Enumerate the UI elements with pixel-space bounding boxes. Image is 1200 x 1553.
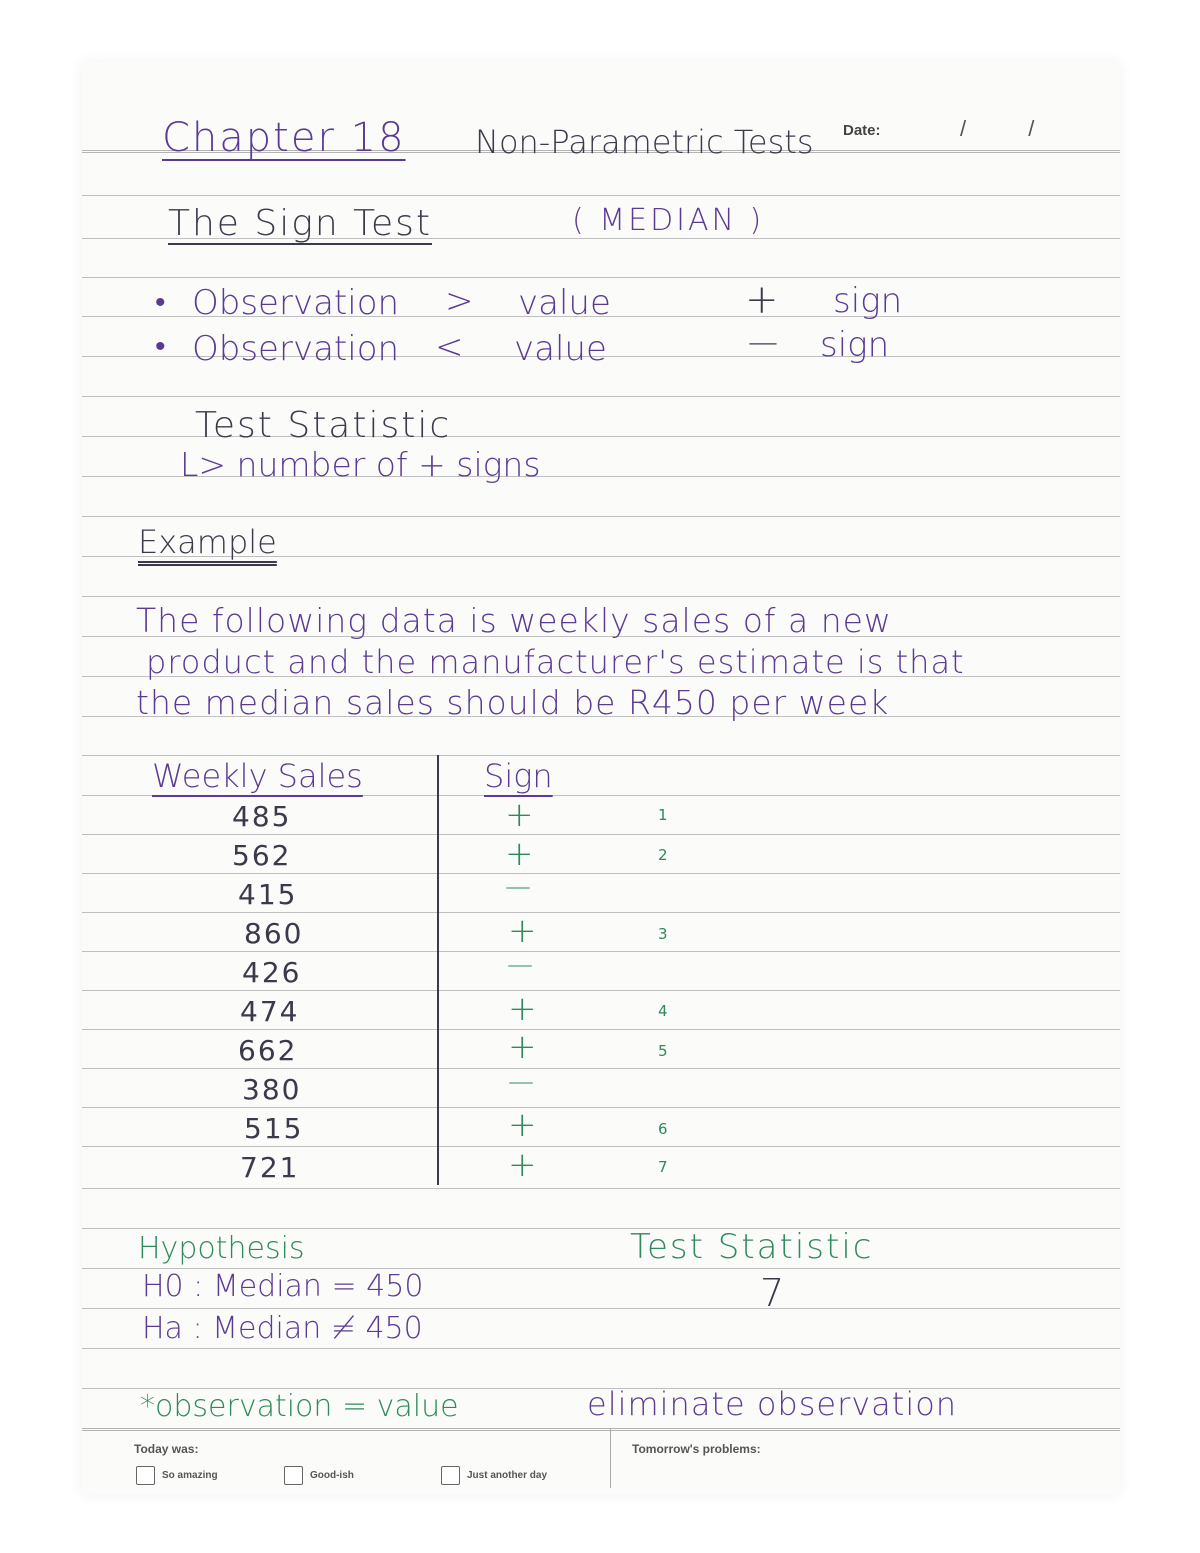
sales-value: 860 bbox=[244, 917, 304, 950]
plus-count: 4 bbox=[658, 1002, 668, 1020]
ruled-line bbox=[82, 516, 1120, 517]
plus-count: 5 bbox=[658, 1042, 668, 1060]
tomorrow-label: Tomorrow's problems: bbox=[632, 1442, 761, 1456]
sign-mark: + bbox=[505, 795, 534, 835]
note-action: eliminate observation bbox=[587, 1385, 958, 1423]
ruled-line bbox=[82, 873, 1120, 874]
topic-title: Non-Parametric Tests bbox=[475, 123, 814, 161]
ruled-line bbox=[82, 1068, 1120, 1069]
rule-sign-word: sign bbox=[820, 325, 890, 365]
rule-sign-symbol: — bbox=[748, 325, 778, 360]
bullet: • bbox=[155, 285, 166, 320]
plus-count: 3 bbox=[658, 925, 668, 943]
result-value: 7 bbox=[760, 1271, 785, 1315]
sales-value: 426 bbox=[242, 956, 302, 989]
date-field: / / bbox=[960, 116, 1063, 141]
bullet: • bbox=[155, 329, 166, 364]
sales-value: 380 bbox=[242, 1073, 302, 1106]
sign-mark: + bbox=[508, 1145, 537, 1185]
hypothesis-title: Hypothesis bbox=[138, 1231, 305, 1266]
plus-count: 2 bbox=[658, 846, 668, 864]
ruled-line bbox=[82, 1348, 1120, 1349]
test-statistic-desc: L> number of + signs bbox=[180, 445, 541, 484]
ruled-line bbox=[82, 755, 1120, 756]
date-label: Date: bbox=[843, 122, 881, 139]
table-header-sign: Sign bbox=[484, 757, 553, 795]
plus-count: 6 bbox=[658, 1120, 668, 1138]
plus-count: 1 bbox=[658, 806, 668, 824]
sales-value: 515 bbox=[244, 1112, 304, 1145]
table-divider bbox=[437, 755, 439, 1185]
ruled-line bbox=[82, 990, 1120, 991]
sales-value: 562 bbox=[232, 839, 292, 872]
rule-sign-word: sign bbox=[833, 281, 903, 321]
ruled-line bbox=[82, 1228, 1120, 1229]
rule-value: value bbox=[514, 329, 607, 369]
ruled-line bbox=[82, 1146, 1120, 1147]
chapter-title: Chapter 18 bbox=[162, 115, 406, 161]
example-line: The following data is weekly sales of a new bbox=[136, 601, 892, 640]
ruled-line bbox=[82, 596, 1120, 597]
example-line: product and the manufacturer's estimate is that bbox=[146, 643, 965, 681]
example-line: the median sales should be R450 per week bbox=[136, 683, 890, 722]
ruled-line bbox=[82, 1029, 1120, 1030]
sales-value: 721 bbox=[240, 1151, 300, 1184]
checkbox-label: Good-ish bbox=[310, 1470, 354, 1481]
ruled-line bbox=[82, 834, 1120, 835]
null-hypothesis: H0 : Median = 450 bbox=[142, 1269, 424, 1304]
ruled-line bbox=[82, 1107, 1120, 1108]
result-title: Test Statistic bbox=[630, 1227, 874, 1267]
ruled-line bbox=[82, 195, 1120, 196]
rule-observation: Observation bbox=[192, 329, 400, 369]
sales-value: 662 bbox=[238, 1034, 298, 1067]
ruled-line bbox=[82, 912, 1120, 913]
section-title: The Sign Test bbox=[168, 203, 433, 244]
sign-mark: + bbox=[508, 989, 537, 1029]
ruled-line bbox=[82, 1308, 1120, 1309]
sign-mark: — bbox=[507, 950, 533, 980]
alt-hypothesis: Ha : Median ≠ 450 bbox=[142, 1311, 423, 1346]
today-label: Today was: bbox=[134, 1442, 199, 1456]
checkbox-good-ish[interactable] bbox=[284, 1466, 303, 1485]
table-header-sales: Weekly Sales bbox=[152, 757, 363, 795]
sign-mark: + bbox=[508, 1027, 537, 1067]
ruled-line bbox=[82, 1188, 1120, 1189]
sign-mark: + bbox=[508, 911, 537, 951]
rule-sign-symbol: + bbox=[745, 277, 779, 323]
rule-operator: < bbox=[435, 327, 464, 367]
sales-value: 485 bbox=[232, 800, 292, 833]
ruled-line bbox=[82, 795, 1120, 796]
ruled-line bbox=[82, 396, 1120, 397]
footer-rule bbox=[82, 1428, 1120, 1431]
checkbox-label: So amazing bbox=[162, 1470, 218, 1481]
sign-mark: + bbox=[508, 1105, 537, 1145]
footer-divider bbox=[610, 1428, 611, 1488]
sign-mark: — bbox=[508, 1067, 534, 1097]
sales-value: 474 bbox=[240, 995, 300, 1028]
checkbox-label: Just another day bbox=[467, 1470, 548, 1481]
sales-value: 415 bbox=[238, 878, 298, 911]
checkbox-so-amazing[interactable] bbox=[136, 1466, 155, 1485]
test-statistic-title: Test Statistic bbox=[195, 405, 452, 446]
section-subtitle: ( MEDIAN ) bbox=[572, 203, 765, 238]
rule-operator: > bbox=[445, 281, 474, 321]
rule-observation: Observation bbox=[192, 283, 400, 323]
plus-count: 7 bbox=[658, 1158, 668, 1176]
note-rule: *observation = value bbox=[140, 1389, 459, 1424]
sign-mark: + bbox=[505, 834, 534, 874]
example-title: Example bbox=[138, 523, 277, 561]
sign-mark: — bbox=[505, 872, 531, 902]
checkbox-just-another-day[interactable] bbox=[441, 1466, 460, 1485]
ruled-line bbox=[82, 277, 1120, 278]
rule-value: value bbox=[518, 283, 611, 323]
ruled-line bbox=[82, 951, 1120, 952]
